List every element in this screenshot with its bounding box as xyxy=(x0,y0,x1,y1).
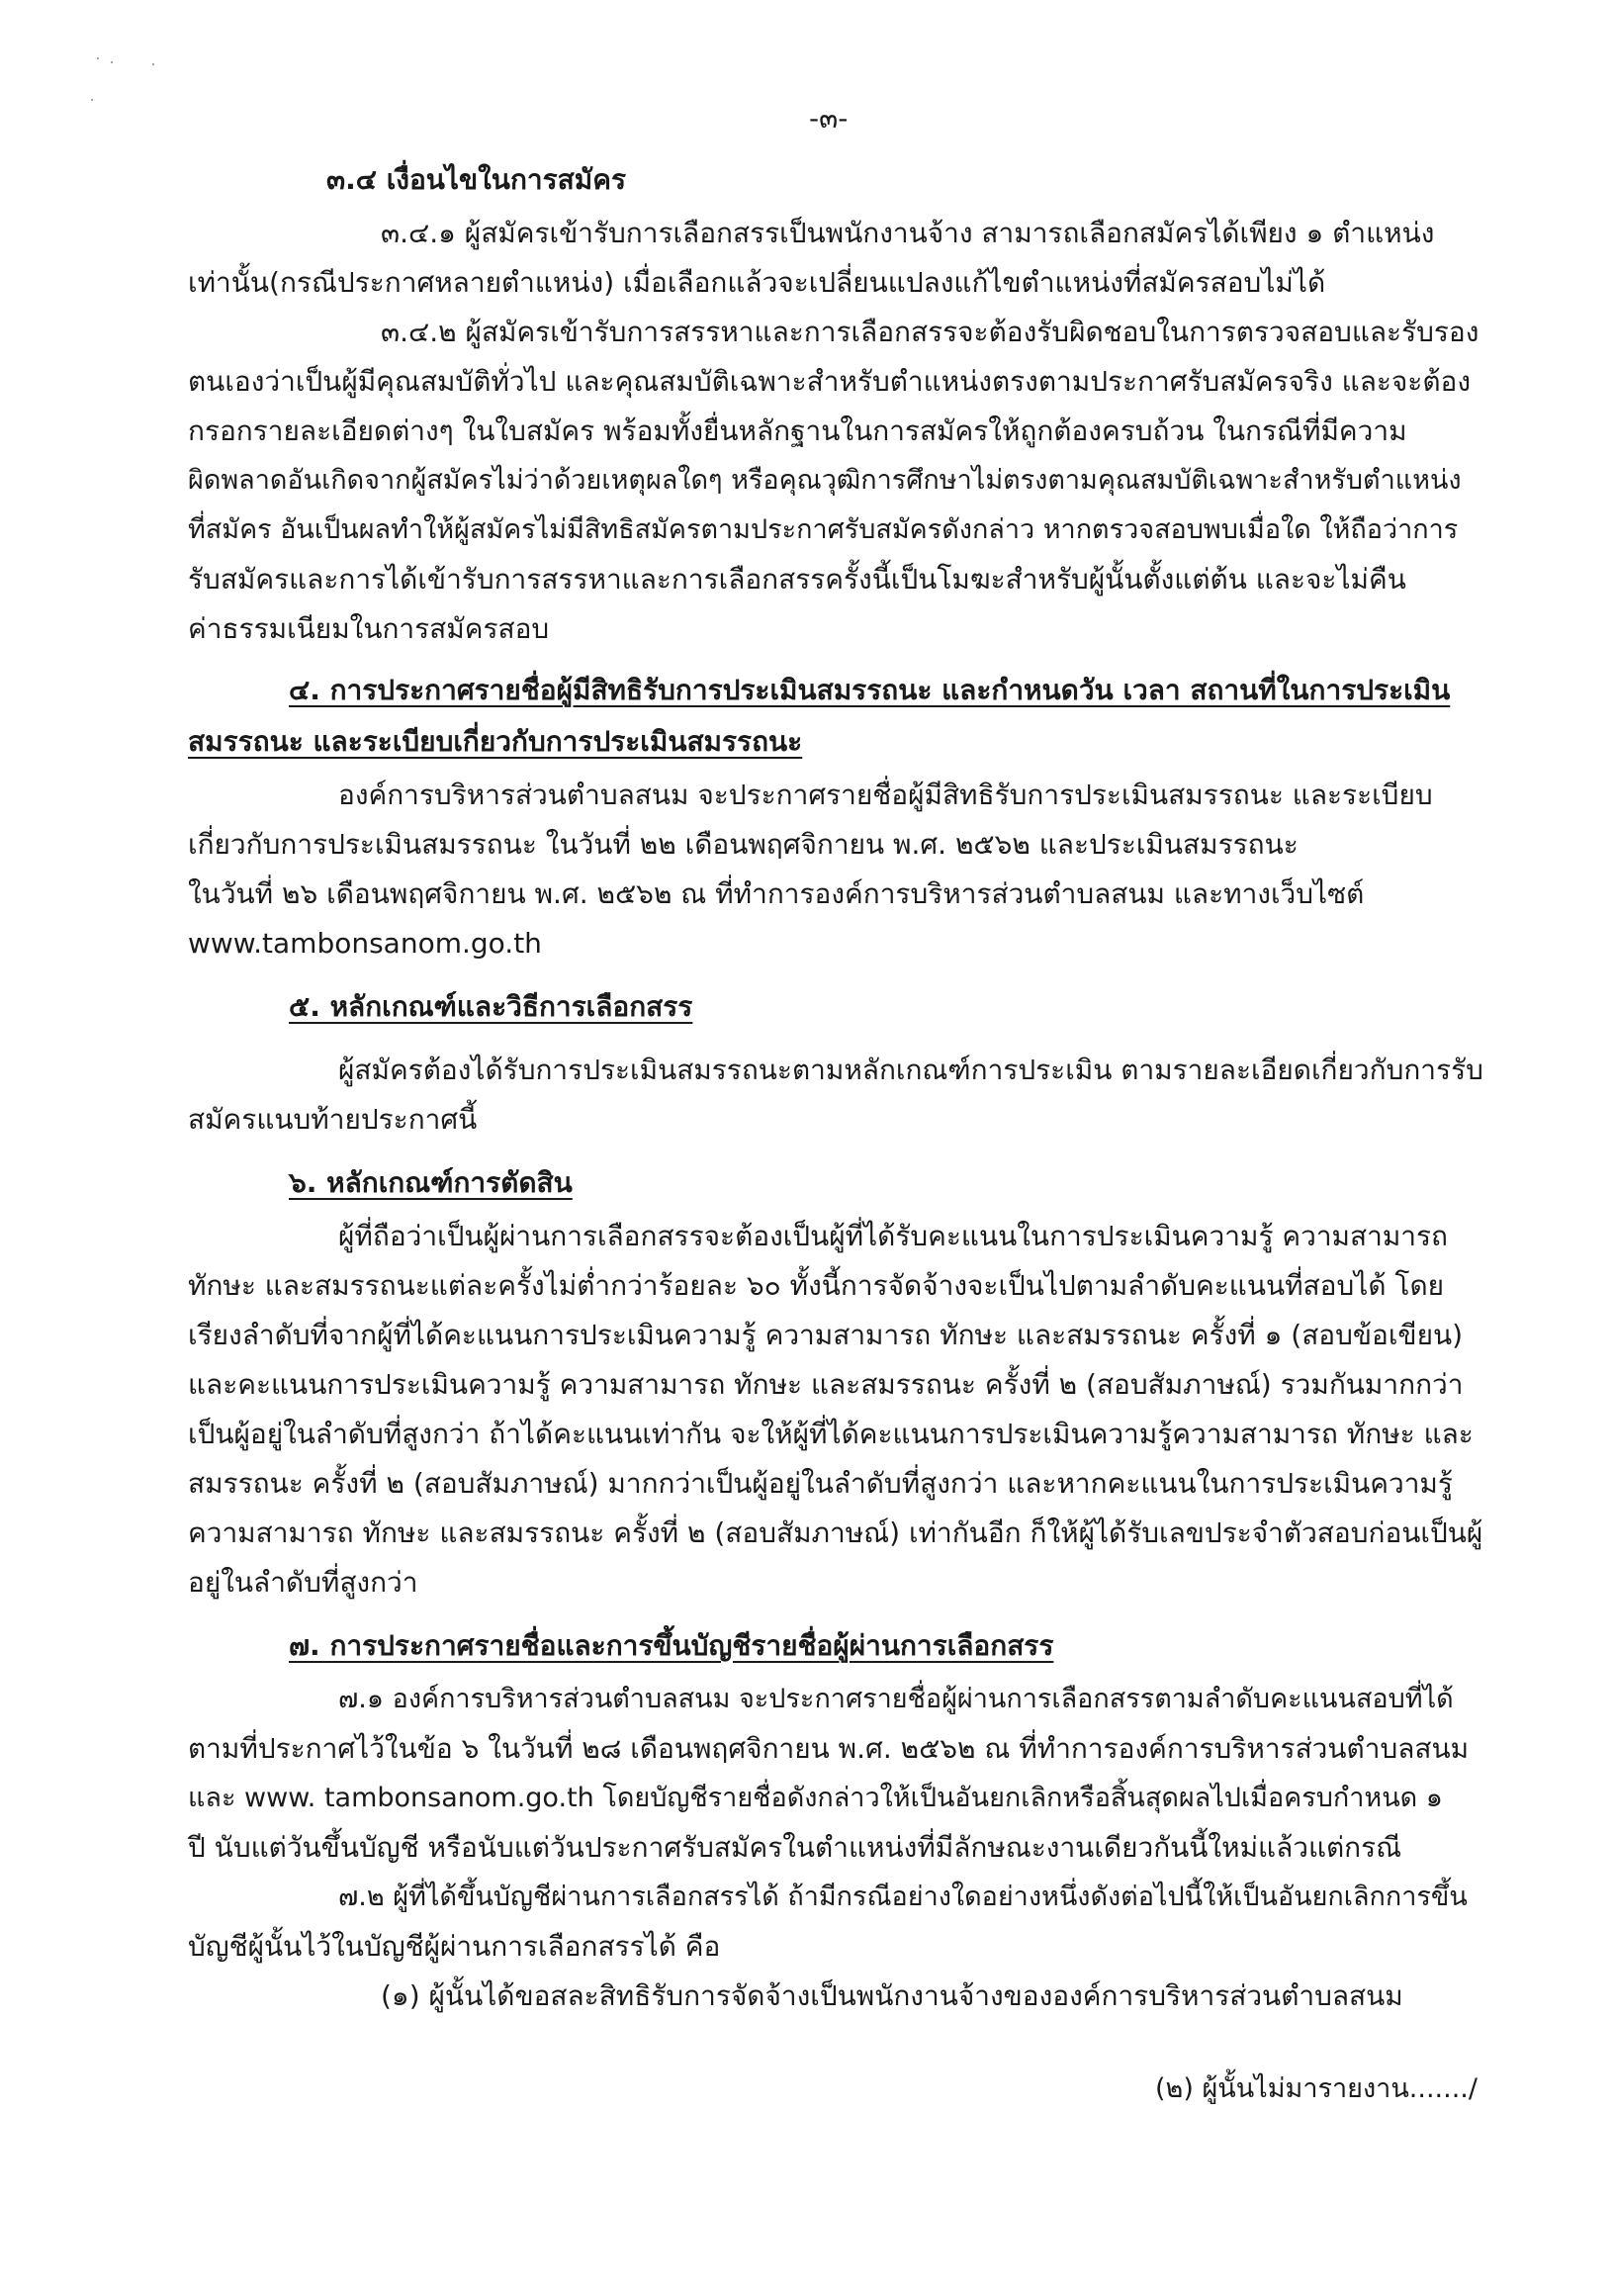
paragraph-line: เรียงลำดับที่จากผู้ที่ได้คะแนนการประเมินความรู้ ความสามารถ ทักษะ และสมรรถนะ ครั้งที่ ๑ (สอบข้อเขียน) xyxy=(188,1319,1464,1351)
section-5-heading: ๕. หลักเกณฑ์และวิธีการเลือกสรร xyxy=(289,990,693,1023)
paragraph-line: ปี นับแต่วันขึ้นบัญชี หรือนับแต่วันประกาศรับสมัครในตำแหน่งที่มีลักษณะงานเดียวกันนี้ใหม่แล้วแต่กรณี xyxy=(188,1831,1402,1864)
paragraph-line: เป็นผู้อยู่ในลำดับที่สูงกว่า ถ้าได้คะแนนเท่ากัน จะให้ผู้ที่ได้คะแนนการประเมินความรู้ความสามารถ ทักษะ และ xyxy=(188,1418,1474,1450)
section-7-heading: ๗. การประกาศรายชื่อและการขึ้นบัญชีรายชื่อผู้ผ่านการเลือกสรร xyxy=(289,1629,1054,1662)
list-item: (๑) ผู้นั้นได้ขอสละสิทธิรับการจัดจ้างเป็นพนักงานจ้างขององค์การบริหารส่วนตำบลสนม xyxy=(381,1979,1403,2012)
paragraph-line: ในวันที่ ๒๖ เดือนพฤศจิกายน พ.ศ. ๒๕๖๒ ณ ที่ทำการองค์การบริหารส่วนตำบลสนม และทางเว็บไซต์ xyxy=(188,877,1365,910)
paragraph-line: ผู้สมัครต้องได้รับการประเมินสมรรถนะตามหลักเกณฑ์การประเมิน ตามรายละเอียดเกี่ยวกับการรับ xyxy=(338,1054,1483,1086)
section-3-4-heading: ๓.๔ เงื่อนไขในการสมัคร xyxy=(326,163,626,196)
continuation-marker: (๒) ผู้นั้นไม่มารายงาน......./ xyxy=(1155,2073,1478,2104)
scan-speck xyxy=(111,61,113,63)
page-number: -๓- xyxy=(809,102,849,135)
paragraph-line: ผิดพลาดอันเกิดจากผู้สมัครไม่ว่าด้วยเหตุผลใดๆ หรือคุณวุฒิการศึกษาไม่ตรงตามคุณสมบัติเฉพาะสำหรับตำแหน่ง xyxy=(188,465,1462,496)
section-4-heading-cont: สมรรถนะ และระเบียบเกี่ยวกับการประเมินสมรรถนะ xyxy=(188,725,803,758)
paragraph-line: และคะแนนการประเมินความรู้ ความสามารถ ทักษะ และสมรรถนะ ครั้งที่ ๒ (สอบสัมภาษณ์) รวมกันมากกว่า xyxy=(188,1368,1464,1401)
paragraph-line: ความสามารถ ทักษะ และสมรรถนะ ครั้งที่ ๒ (สอบสัมภาษณ์) เท่ากันอีก ก็ให้ผู้ได้รับเลขประจำตัวสอบก่อนเป็นผู้ xyxy=(188,1516,1483,1549)
scan-speck xyxy=(152,63,154,65)
paragraph-line: เกี่ยวกับการประเมินสมรรถนะ ในวันที่ ๒๒ เดือนพฤศจิกายน พ.ศ. ๒๕๖๒ และประเมินสมรรถนะ xyxy=(188,828,1299,861)
paragraph-line: สมัครแนบท้ายประกาศนี้ xyxy=(188,1103,478,1136)
paragraph-line: ผู้ที่ถือว่าเป็นผู้ผ่านการเลือกสรรจะต้องเป็นผู้ที่ได้รับคะแนนในการประเมินความรู้ ความสามารถ xyxy=(338,1220,1448,1252)
paragraph-line: องค์การบริหารส่วนตำบลสนม จะประกาศรายชื่อผู้มีสิทธิรับการประเมินสมรรถนะ และระเบียบ xyxy=(338,779,1433,811)
website-link: www.tambonsanom.go.th xyxy=(188,927,542,960)
paragraph-line: อยู่ในลำดับที่สูงกว่า xyxy=(188,1566,418,1599)
paragraph-line: และ www. tambonsanom.go.th โดยบัญชีรายชื่อดังกล่าวให้เป็นอันยกเลิกหรือสิ้นสุดผลไปเมื่อครบกำหนด ๑ xyxy=(188,1783,1443,1813)
paragraph-line: ตนเองว่าเป็นผู้มีคุณสมบัติทั่วไป และคุณสมบัติเฉพาะสำหรับตำแหน่งตรงตามประกาศรับสมัครจริง และจะต้อง xyxy=(188,365,1472,398)
scan-speck xyxy=(91,99,93,101)
paragraph-line: สมรรถนะ ครั้งที่ ๒ (สอบสัมภาษณ์) มากกว่าเป็นผู้อยู่ในลำดับที่สูงกว่า และหากคะแนนในการประเมินความรู้ xyxy=(188,1467,1453,1500)
paragraph-line: ทักษะ และสมรรถนะแต่ละครั้งไม่ต่ำกว่าร้อยละ ๖๐ ทั้งนี้การจัดจ้างจะเป็นไปตามลำดับคะแนนที่สอบได้ โดย xyxy=(188,1269,1445,1302)
paragraph-line: ๓.๔.๑ ผู้สมัครเข้ารับการเลือกสรรเป็นพนักงานจ้าง สามารถเลือกสมัครได้เพียง ๑ ตำแหน่ง xyxy=(381,217,1435,249)
paragraph-line: ที่สมัคร อันเป็นผลทำให้ผู้สมัครไม่มีสิทธิสมัครตามประกาศรับสมัครดังกล่าว หากตรวจสอบพบเมื่อใด ให้ถือว่าการ xyxy=(188,514,1459,545)
section-4-heading: ๔. การประกาศรายชื่อผู้มีสิทธิรับการประเมินสมรรถนะ และกำหนดวัน เวลา สถานที่ในการประเมิน xyxy=(289,674,1451,706)
paragraph-line: เท่านั้น(กรณีประกาศหลายตำแหน่ง) เมื่อเลือกแล้วจะเปลี่ยนแปลงแก้ไขตำแหน่งที่สมัครสอบไม่ได้ xyxy=(188,266,1326,299)
paragraph-line: ๗.๒ ผู้ที่ได้ขึ้นบัญชีผ่านการเลือกสรรได้ ถ้ามีกรณีอย่างใดอย่างหนึ่งดังต่อไปนี้ให้เป็นอันยกเลิกการขึ้น xyxy=(338,1882,1468,1912)
paragraph-line: ค่าธรรมเนียมในการสมัครสอบ xyxy=(188,612,550,645)
paragraph-line: ตามที่ประกาศไว้ในข้อ ๖ ในวันที่ ๒๘ เดือนพฤศจิกายน พ.ศ. ๒๕๖๒ ณ ที่ทำการองค์การบริหารส่วนตำบลสนม xyxy=(188,1732,1470,1765)
paragraph-line: รับสมัครและการได้เข้ารับการสรรหาและการเลือกสรรครั้งนี้เป็นโมฆะสำหรับผู้นั้นตั้งแต่ต้น และจะไม่คืน xyxy=(188,563,1406,596)
section-6-heading: ๖. หลักเกณฑ์การตัดสิน xyxy=(289,1166,573,1199)
paragraph-line: กรอกรายละเอียดต่างๆ ในใบสมัคร พร้อมทั้งยื่นหลักฐานในการสมัครให้ถูกต้องครบถ้วน ในกรณีที่มีความ xyxy=(188,414,1407,447)
paragraph-line: บัญชีผู้นั้นไว้ในบัญชีผู้ผ่านการเลือกสรรได้ คือ xyxy=(188,1930,721,1963)
paragraph-line: ๗.๑ องค์การบริหารส่วนตำบลสนม จะประกาศรายชื่อผู้ผ่านการเลือกสรรตามลำดับคะแนนสอบที่ได้ xyxy=(338,1684,1454,1714)
paragraph-line: ๓.๔.๒ ผู้สมัครเข้ารับการสรรหาและการเลือกสรรจะต้องรับผิดชอบในการตรวจสอบและรับรอง xyxy=(381,316,1480,348)
scan-speck xyxy=(97,57,99,59)
